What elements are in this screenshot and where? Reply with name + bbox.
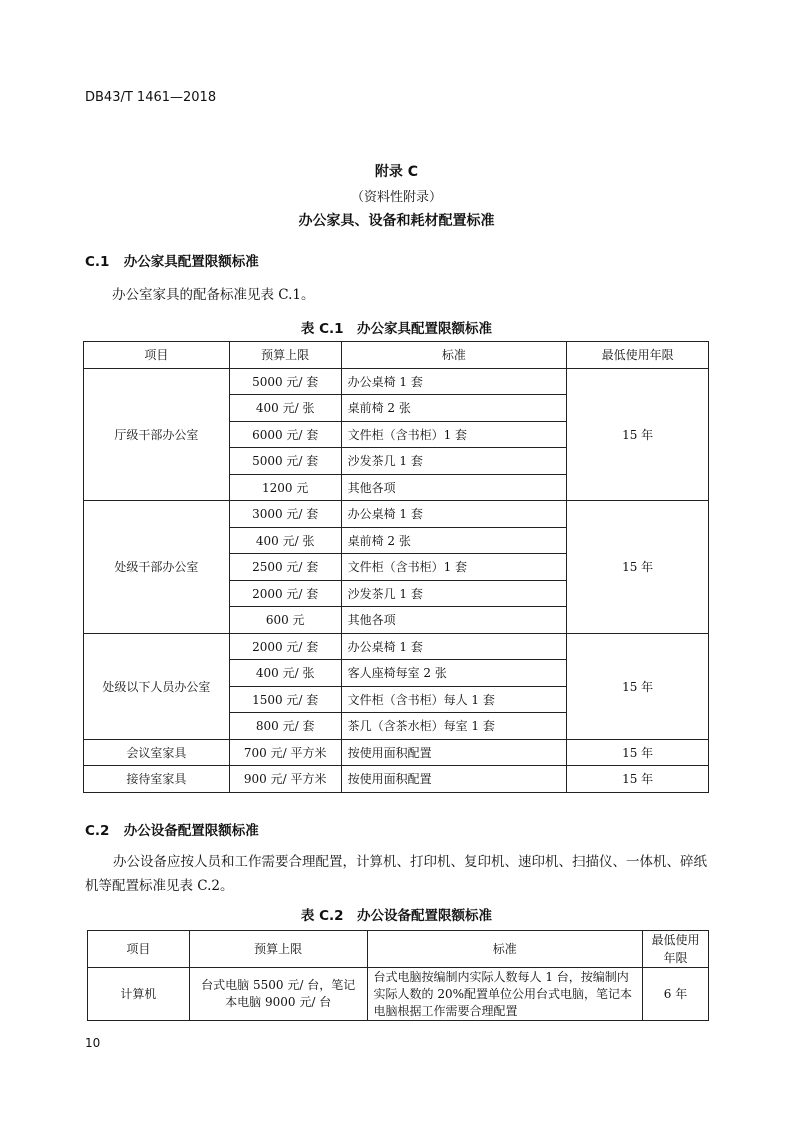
- page-number: 10: [85, 1036, 101, 1050]
- section-heading-c1: [85, 250, 259, 270]
- column-header: 项目: [88, 931, 190, 968]
- furniture-table: [83, 341, 709, 793]
- table-caption-c2: 表 C.2 办公设备配置限额标准: [300, 908, 493, 924]
- budget-cell: 台式电脑 5500 元/ 台，笔记本电脑 9000 元/ 台: [189, 968, 367, 1021]
- column-header: 最低使用年限: [643, 931, 709, 968]
- standard-cell: 办公桌椅 1 套: [341, 633, 567, 660]
- appendix-title: 附录 C: [374, 164, 419, 180]
- standard-cell: 文件柜（含书柜）1 套: [341, 421, 567, 448]
- item-cell: 厅级干部办公室: [84, 368, 230, 501]
- years-cell: 15 年: [567, 501, 709, 634]
- item-cell: 计算机: [88, 968, 190, 1021]
- standard-cell: 文件柜（含书柜）每人 1 套: [341, 686, 567, 713]
- item-cell: 处级以下人员办公室: [84, 633, 230, 739]
- section-heading-c2: [85, 819, 259, 839]
- section-number: C.2: [85, 823, 110, 839]
- standard-cell: 按使用面积配置: [341, 739, 567, 766]
- section-title: 办公家具配置限额标准: [123, 254, 259, 270]
- column-header: 预算上限: [189, 931, 367, 968]
- budget-cell: 6000 元/ 套: [229, 421, 341, 448]
- standard-cell: 其他各项: [341, 474, 567, 501]
- budget-cell: 5000 元/ 套: [229, 368, 341, 395]
- budget-cell: 400 元/ 张: [229, 527, 341, 554]
- budget-cell: 2500 元/ 套: [229, 554, 341, 581]
- budget-cell: 3000 元/ 套: [229, 501, 341, 528]
- years-cell: 15 年: [567, 368, 709, 501]
- item-cell: 接待室家具: [84, 766, 230, 793]
- budget-cell: 400 元/ 张: [229, 395, 341, 422]
- standard-cell: 客人座椅每室 2 张: [341, 660, 567, 687]
- standard-cell: 沙发茶几 1 套: [341, 448, 567, 475]
- document-id: DB43/T 1461—2018: [85, 90, 217, 105]
- budget-cell: 2000 元/ 套: [229, 633, 341, 660]
- appendix-note: （资料性附录）: [350, 190, 442, 205]
- table-header-row: [84, 342, 709, 369]
- standard-cell: 文件柜（含书柜）1 套: [341, 554, 567, 581]
- section-title: 办公设备配置限额标准: [123, 823, 259, 839]
- column-header: 最低使用年限: [567, 342, 709, 369]
- item-cell: 处级干部办公室: [84, 501, 230, 634]
- standard-cell: 桌前椅 2 张: [341, 527, 567, 554]
- budget-cell: 1500 元/ 套: [229, 686, 341, 713]
- column-header: 项目: [84, 342, 230, 369]
- standard-cell: 沙发茶几 1 套: [341, 580, 567, 607]
- budget-cell: 400 元/ 张: [229, 660, 341, 687]
- standard-cell: 办公桌椅 1 套: [341, 501, 567, 528]
- budget-cell: 600 元: [229, 607, 341, 634]
- column-header: 预算上限: [229, 342, 341, 369]
- standard-cell: 桌前椅 2 张: [341, 395, 567, 422]
- standard-cell: 办公桌椅 1 套: [341, 368, 567, 395]
- years-cell: 15 年: [567, 739, 709, 766]
- table-row: [84, 501, 709, 528]
- section-paragraph: 办公设备应按人员和工作需要合理配置，计算机、打印机、复印机、速印机、扫描仪、一体机、碎纸机等配置标准见表 C.2。: [85, 854, 707, 894]
- column-header: 标准: [341, 342, 567, 369]
- budget-cell: 2000 元/ 套: [229, 580, 341, 607]
- table-row: [84, 739, 709, 766]
- table-row: [84, 766, 709, 793]
- standard-cell: 其他各项: [341, 607, 567, 634]
- table-caption-c1: 表 C.1 办公家具配置限额标准: [300, 321, 493, 337]
- table-row: [88, 968, 709, 1021]
- table-header-row: [88, 931, 709, 968]
- table-row: [84, 368, 709, 395]
- equipment-table: [87, 930, 709, 1021]
- budget-cell: 1200 元: [229, 474, 341, 501]
- standard-cell: 按使用面积配置: [341, 766, 567, 793]
- appendix-heading: 办公家具、设备和耗材配置标准: [298, 213, 495, 229]
- budget-cell: 700 元/ 平方米: [229, 739, 341, 766]
- section-number: C.1: [85, 254, 110, 270]
- standard-cell: 台式电脑按编制内实际人数每人 1 台，按编制内实际人数的 20%配置单位公用台式电脑，笔记本电脑根据工作需要合理配置: [367, 968, 643, 1021]
- budget-cell: 800 元/ 套: [229, 713, 341, 740]
- budget-cell: 900 元/ 平方米: [229, 766, 341, 793]
- years-cell: 15 年: [567, 766, 709, 793]
- standard-cell: 茶几（含茶水柜）每室 1 套: [341, 713, 567, 740]
- item-cell: 会议室家具: [84, 739, 230, 766]
- section-paragraph: 办公室家具的配备标准见表 C.1。: [112, 287, 315, 303]
- column-header: 标准: [367, 931, 643, 968]
- table-row: [84, 633, 709, 660]
- budget-cell: 5000 元/ 套: [229, 448, 341, 475]
- years-cell: 6 年: [643, 968, 709, 1021]
- years-cell: 15 年: [567, 633, 709, 739]
